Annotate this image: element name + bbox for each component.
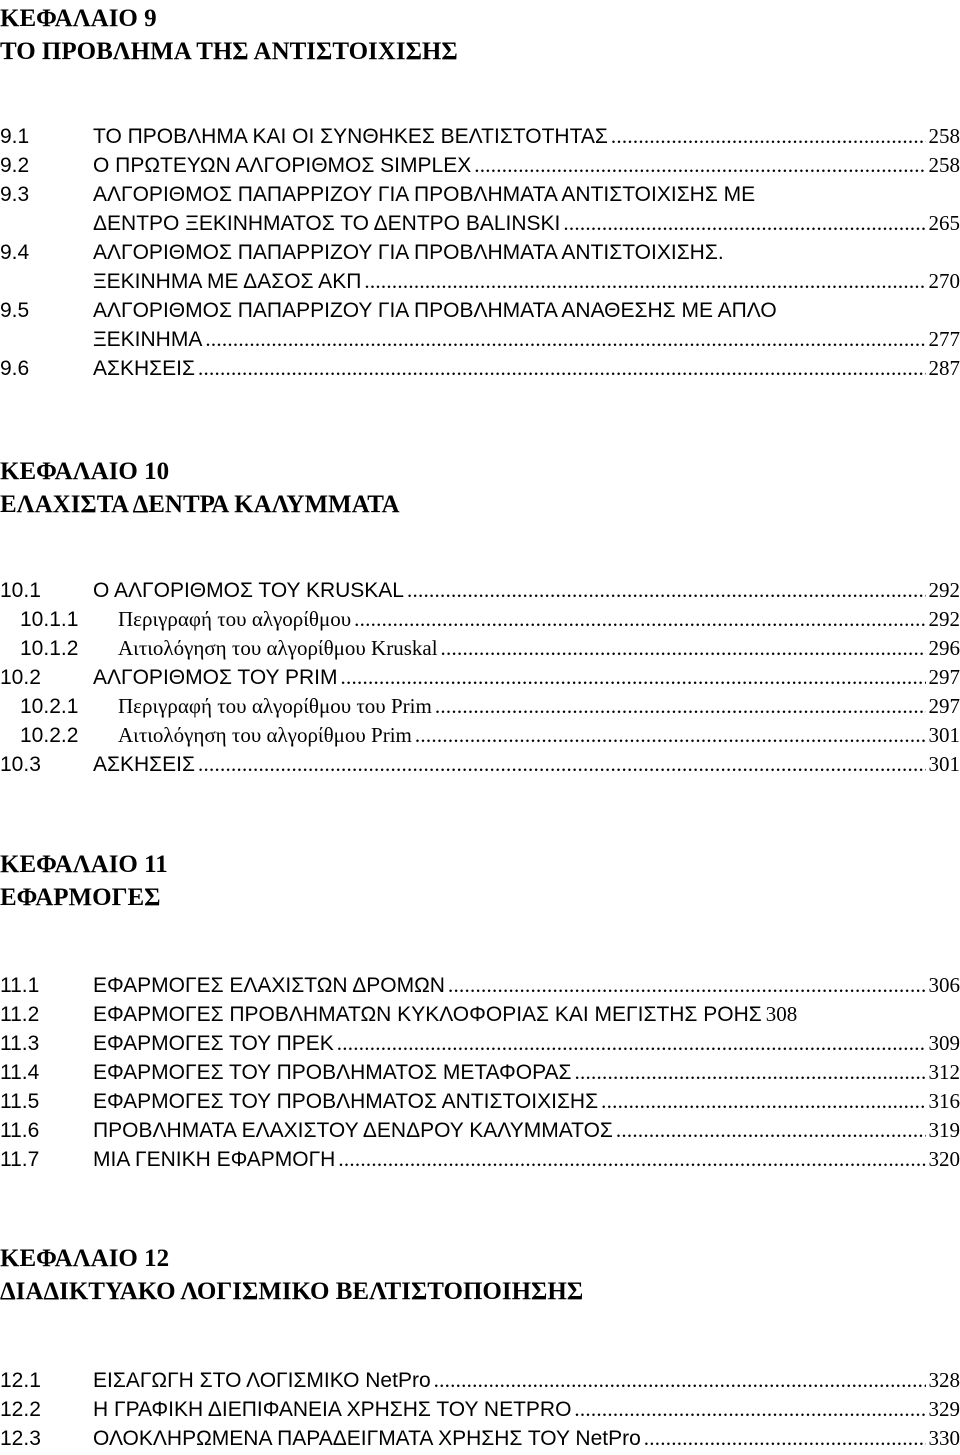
section-title: ΕΙΣΑΓΩΓΗ ΣΤΟ ΛΟΓΙΣΜΙΚΟ NetPro [93, 1369, 431, 1392]
chapter-heading-12 [0, 1242, 960, 1308]
toc-entry[interactable] [0, 1424, 960, 1453]
toc-entry[interactable] [0, 634, 960, 663]
chapter-heading-10 [0, 455, 960, 521]
section-title: ΞΕΚΙΝΗΜΑ ΜΕ ΔΑΣΟΣ ΑΚΠ [93, 270, 362, 293]
dot-leader [448, 971, 926, 1000]
section-number: 11.5 [0, 1090, 40, 1113]
section-title: ΤΟ ΠΡΟΒΛΗΜΑ ΚΑΙ ΟΙ ΣΥΝΘΗΚΕΣ ΒΕΛΤΙΣΤΟΤΗΤΑΣ [93, 125, 608, 148]
toc-entry[interactable] [0, 1145, 960, 1174]
toc-entry[interactable] [0, 1116, 960, 1145]
section-number: 11.2 [0, 1003, 40, 1026]
page-number: 265 [928, 211, 960, 235]
dot-leader [407, 576, 926, 605]
toc-entry[interactable] [0, 238, 960, 296]
toc-entry[interactable] [0, 122, 960, 151]
dot-leader [616, 1116, 926, 1145]
page-number: 301 [928, 752, 960, 776]
toc-entry[interactable] [0, 180, 960, 238]
page-number: 330 [928, 1426, 960, 1450]
dot-leader [198, 750, 926, 779]
chapter-title [0, 2, 960, 68]
section-title: ΠΡΟΒΛΗΜΑΤΑ ΕΛΑΧΙΣΤΟΥ ΔΕΝΔΡΟΥ ΚΑΛΥΜΜΑΤΟΣ [93, 1119, 613, 1142]
section-title: ΜΙΑ ΓΕΝΙΚΗ ΕΦΑΡΜΟΓΗ [93, 1148, 336, 1171]
dot-leader [354, 605, 925, 634]
dot-leader [337, 1029, 926, 1058]
page-number: 308 [765, 1002, 798, 1026]
section-title: ΕΦΑΡΜΟΓΕΣ ΤΟΥ ΠΡΟΒΛΗΜΑΤΟΣ ΜΕΤΑΦΟΡΑΣ [93, 1061, 572, 1084]
toc-entry[interactable] [0, 354, 960, 383]
page-number: 277 [928, 327, 960, 351]
dot-leader [434, 1366, 926, 1395]
dot-leader [205, 325, 925, 354]
dot-leader [474, 151, 925, 180]
chapter-heading-11 [0, 848, 960, 914]
section-number: 9.1 [0, 125, 30, 148]
toc-list [0, 122, 960, 383]
dot-leader [574, 1395, 925, 1424]
section-number: 11.7 [0, 1148, 40, 1171]
section-number: 12.3 [0, 1427, 41, 1450]
toc-entry[interactable] [0, 605, 960, 634]
page-number: 287 [928, 356, 960, 380]
section-number: 10.3 [0, 753, 41, 776]
toc-entry[interactable] [0, 1395, 960, 1424]
page-number: 301 [928, 723, 960, 747]
toc-entry[interactable] [0, 663, 960, 692]
chapter-number: ΚΕΦΑΛΑΙΟ 11 [0, 851, 168, 878]
page-number: 297 [928, 665, 960, 689]
dot-leader [415, 721, 926, 750]
chapter-title [0, 455, 960, 521]
section-title: ΑΛΓΟΡΙΘΜΟΣ ΤΟΥ PRIM [93, 666, 338, 689]
chapter-heading-9 [0, 2, 960, 68]
section-number: 9.3 [0, 183, 30, 206]
dot-leader [441, 634, 926, 663]
section-title: Περιγραφή του αλγορίθμου του Prim [118, 694, 432, 718]
dot-leader [611, 122, 926, 151]
dot-leader [198, 354, 926, 383]
page-number: 319 [928, 1118, 960, 1142]
section-number: 11.4 [0, 1061, 40, 1084]
dot-leader [644, 1424, 926, 1453]
page-number: 320 [928, 1147, 960, 1171]
toc-entry[interactable] [0, 721, 960, 750]
page-number: 258 [928, 124, 960, 148]
page-number: 306 [928, 973, 960, 997]
dot-leader [435, 692, 926, 721]
section-number: 12.1 [0, 1369, 41, 1392]
section-title: ΕΦΑΡΜΟΓΕΣ ΕΛΑΧΙΣΤΩΝ ΔΡΟΜΩΝ [93, 974, 445, 997]
section-number: 9.6 [0, 357, 30, 380]
section-title: ΑΣΚΗΣΕΙΣ [93, 357, 195, 380]
dot-leader [575, 1058, 926, 1087]
section-title: ΔΕΝΤΡΟ ΞΕΚΙΝΗΜΑΤΟΣ ΤΟ ΔΕΝΤΡΟ BALINSKI [93, 212, 561, 235]
section-title: ΕΦΑΡΜΟΓΕΣ ΠΡΟΒΛΗΜΑΤΩΝ ΚΥΚΛΟΦΟΡΙΑΣ ΚΑΙ ΜΕΓΙΣΤΗΣ ΡΟΗΣ [93, 1003, 762, 1026]
section-title: ΑΛΓΟΡΙΘΜΟΣ ΠΑΠΑΡΡΙΖΟΥ ΓΙΑ ΠΡΟΒΛΗΜΑΤΑ ΑΝΑΘΕΣΗΣ ΜΕ ΑΠΛΟ [93, 299, 777, 322]
section-title: Αιτιολόγηση του αλγορίθμου Prim [118, 723, 412, 747]
page-number: 292 [928, 607, 960, 631]
section-title: Ο ΠΡΩΤΕΥΩΝ ΑΛΓΟΡΙΘΜΟΣ SIMPLEX [93, 154, 472, 177]
page-number: 309 [928, 1031, 960, 1055]
page-number: 297 [928, 694, 960, 718]
page-number: 329 [928, 1397, 960, 1421]
toc-entry[interactable] [0, 1029, 960, 1058]
toc-entry[interactable] [0, 1058, 960, 1087]
chapter-number: ΚΕΦΑΛΑΙΟ 10 [0, 458, 170, 485]
dot-leader [340, 663, 925, 692]
page-number: 270 [928, 269, 960, 293]
chapter-name: ΔΙΑΔΙΚΤΥΑΚΟ ΛΟΓΙΣΜΙΚΟ ΒΕΛΤΙΣΤΟΠΟΙΗΣΗΣ [0, 1278, 584, 1305]
dot-leader [364, 267, 925, 296]
chapter-name: ΤΟ ΠΡΟΒΛΗΜΑ ΤΗΣ ΑΝΤΙΣΤΟΙΧΙΣΗΣ [0, 38, 458, 65]
page-number: 316 [928, 1089, 960, 1113]
toc-list [0, 971, 960, 1174]
toc-entry[interactable] [0, 971, 960, 1000]
toc-list [0, 1366, 960, 1453]
page-number: 292 [928, 578, 960, 602]
page-number: 258 [928, 153, 960, 177]
page-number: 296 [928, 636, 960, 660]
toc-entry[interactable] [0, 750, 960, 779]
section-number: 12.2 [0, 1398, 41, 1421]
chapter-number: ΚΕΦΑΛΑΙΟ 12 [0, 1245, 170, 1272]
chapter-name: ΕΛΑΧΙΣΤΑ ΔΕΝΤΡΑ ΚΑΛΥΜΜΑΤΑ [0, 491, 400, 518]
toc-entry[interactable] [0, 1000, 960, 1029]
section-number: 10.2.1 [20, 695, 79, 718]
toc-list [0, 576, 960, 779]
page-number: 328 [928, 1368, 960, 1392]
chapter-title [0, 848, 960, 914]
section-number: 10.1.2 [20, 637, 79, 660]
section-number: 10.1.1 [20, 608, 79, 631]
section-title: Ο ΑΛΓΟΡΙΘΜΟΣ ΤΟΥ KRUSKAL [93, 579, 404, 602]
section-number: 10.2.2 [20, 724, 79, 747]
chapter-number: ΚΕΦΑΛΑΙΟ 9 [0, 5, 157, 32]
dot-leader [601, 1087, 925, 1116]
section-title: ΑΛΓΟΡΙΘΜΟΣ ΠΑΠΑΡΡΙΖΟΥ ΓΙΑ ΠΡΟΒΛΗΜΑΤΑ ΑΝΤΙΣΤΟΙΧΙΣΗΣ ΜΕ [93, 183, 756, 206]
section-title: ΑΣΚΗΣΕΙΣ [93, 753, 195, 776]
toc-entry[interactable] [0, 1087, 960, 1116]
toc-entry[interactable] [0, 296, 960, 354]
section-number: 11.6 [0, 1119, 40, 1142]
section-title: ΕΦΑΡΜΟΓΕΣ ΤΟΥ ΠΡΕΚ [93, 1032, 334, 1055]
section-title: ΑΛΓΟΡΙΘΜΟΣ ΠΑΠΑΡΡΙΖΟΥ ΓΙΑ ΠΡΟΒΛΗΜΑΤΑ ΑΝΤΙΣΤΟΙΧΙΣΗΣ. [93, 241, 724, 264]
section-number: 11.1 [0, 974, 40, 997]
section-title: ΟΛΟΚΛΗΡΩΜΕΝΑ ΠΑΡΑΔΕΙΓΜΑΤΑ ΧΡΗΣΗΣ ΤΟΥ NetPro [93, 1427, 641, 1450]
section-title: ΕΦΑΡΜΟΓΕΣ ΤΟΥ ΠΡΟΒΛΗΜΑΤΟΣ ΑΝΤΙΣΤΟΙΧΙΣΗΣ [93, 1090, 599, 1113]
toc-entry[interactable] [0, 1366, 960, 1395]
section-title: Περιγραφή του αλγορίθμου [118, 607, 352, 631]
section-number: 9.4 [0, 241, 30, 264]
toc-entry[interactable] [0, 692, 960, 721]
chapter-title [0, 1242, 960, 1308]
toc-entry[interactable] [0, 151, 960, 180]
section-number: 11.3 [0, 1032, 40, 1055]
dot-leader [563, 209, 925, 238]
section-title: Αιτιολόγηση του αλγορίθμου Kruskal [118, 636, 438, 660]
section-number: 9.2 [0, 154, 30, 177]
toc-entry[interactable] [0, 576, 960, 605]
page-number: 312 [928, 1060, 960, 1084]
dot-leader [338, 1145, 925, 1174]
section-number: 9.5 [0, 299, 30, 322]
section-title: Η ΓΡΑΦΙΚΗ ΔΙΕΠΙΦΑΝΕΙΑ ΧΡΗΣΗΣ ΤΟΥ NETPRO [93, 1398, 572, 1421]
chapter-name: ΕΦΑΡΜΟΓΕΣ [0, 884, 161, 911]
section-title: ΞΕΚΙΝΗΜΑ [93, 328, 203, 351]
section-number: 10.1 [0, 579, 41, 602]
section-number: 10.2 [0, 666, 41, 689]
